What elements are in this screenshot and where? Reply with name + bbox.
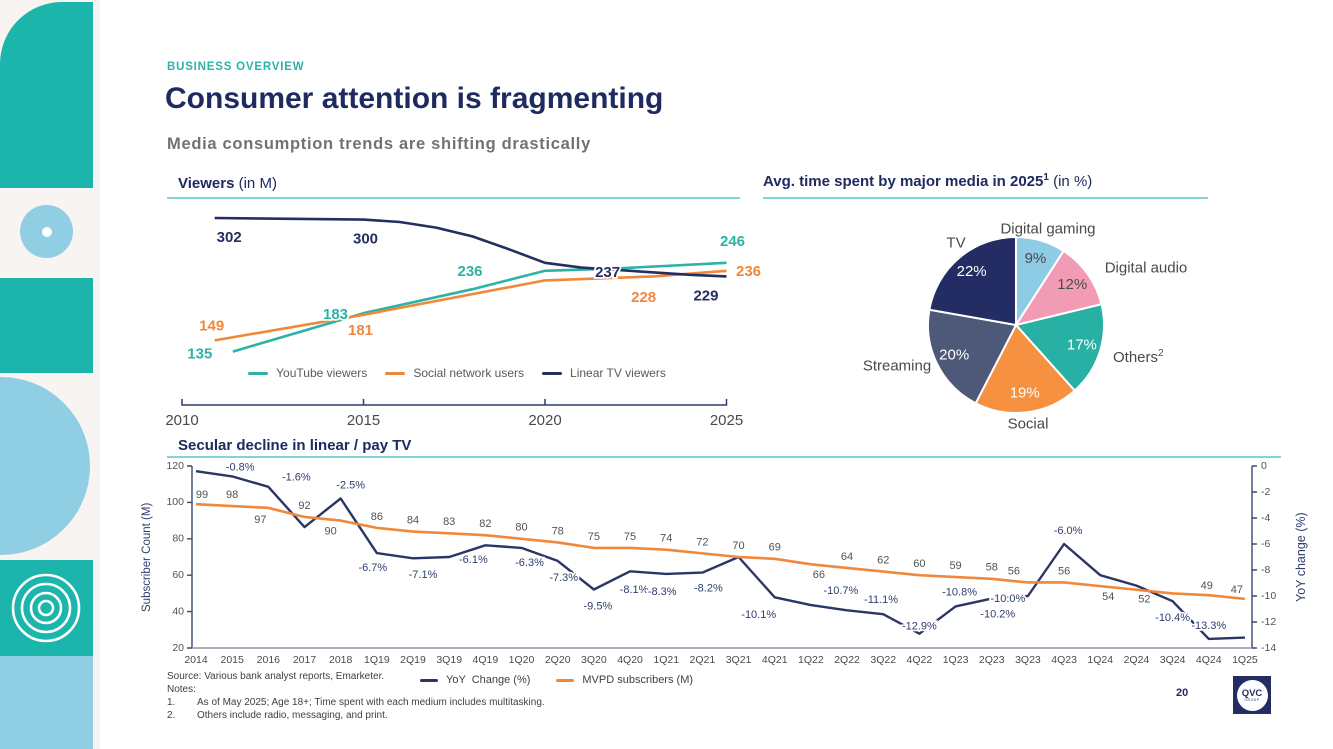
- svg-text:49: 49: [1200, 580, 1213, 593]
- svg-text:20%: 20%: [939, 346, 970, 364]
- social-legend-swatch: [385, 372, 405, 375]
- svg-text:2020: 2020: [528, 411, 562, 429]
- svg-text:-9.5%: -9.5%: [583, 600, 613, 613]
- legend-item-social: [385, 366, 524, 380]
- svg-text:1Q20: 1Q20: [508, 653, 535, 666]
- others-label-text: Others: [1113, 349, 1159, 366]
- qvc-logo-circle: [1237, 680, 1268, 711]
- svg-text:236: 236: [457, 262, 483, 280]
- svg-text:54: 54: [1102, 591, 1115, 604]
- svg-text:-8.3%: -8.3%: [647, 585, 677, 598]
- svg-text:-10.1%: -10.1%: [741, 609, 777, 622]
- notes-label: Notes:: [167, 684, 196, 695]
- svg-text:-8: -8: [1261, 563, 1271, 576]
- decline-chart-title: Secular decline in linear / pay TV: [178, 437, 412, 454]
- svg-text:20: 20: [172, 641, 184, 654]
- pie-label-tv: TV: [946, 234, 966, 252]
- svg-text:97: 97: [254, 513, 267, 526]
- svg-text:3Q19: 3Q19: [436, 653, 463, 666]
- social-legend-label: Social network users: [413, 366, 525, 380]
- svg-text:90: 90: [324, 525, 337, 538]
- svg-text:62: 62: [877, 554, 890, 567]
- decline-title-rule: [167, 456, 1281, 458]
- svg-text:100: 100: [166, 496, 184, 509]
- svg-text:2010: 2010: [165, 411, 199, 429]
- viewers-x-axis: [182, 399, 727, 405]
- svg-text:-2: -2: [1261, 485, 1271, 498]
- svg-text:56: 56: [1057, 565, 1071, 578]
- right-axis: [1252, 466, 1257, 648]
- svg-text:19%: 19%: [1009, 384, 1040, 402]
- svg-text:302: 302: [216, 228, 242, 246]
- svg-text:1Q21: 1Q21: [653, 653, 680, 666]
- sidebar-halfdisc-icon: [0, 377, 90, 555]
- svg-text:-7.3%: -7.3%: [549, 571, 579, 584]
- svg-text:-1.6%: -1.6%: [281, 471, 311, 484]
- svg-text:84: 84: [406, 514, 420, 527]
- svg-text:75: 75: [623, 530, 637, 543]
- footnote-2: [167, 709, 545, 722]
- youtube-legend-swatch: [248, 372, 268, 375]
- svg-text:-10.4%: -10.4%: [1155, 612, 1191, 625]
- footnote-2-text: Others include radio, messaging, and print.: [197, 710, 388, 721]
- svg-text:135: 135: [187, 345, 213, 363]
- svg-text:69: 69: [768, 541, 781, 554]
- svg-text:-11.1%: -11.1%: [864, 594, 899, 607]
- svg-text:-2.5%: -2.5%: [336, 479, 366, 492]
- svg-text:2Q24: 2Q24: [1123, 653, 1150, 666]
- svg-text:1Q19: 1Q19: [364, 653, 390, 666]
- svg-text:1Q22: 1Q22: [798, 653, 824, 666]
- media-time-pie-chart: [919, 228, 1119, 428]
- page-title: Consumer attention is fragmenting: [165, 82, 664, 115]
- svg-text:-10.7%: -10.7%: [823, 585, 859, 598]
- svg-text:-8.1%: -8.1%: [619, 584, 649, 597]
- svg-text:86: 86: [370, 510, 383, 523]
- svg-text:17%: 17%: [1066, 336, 1097, 354]
- svg-text:92: 92: [298, 499, 311, 512]
- mvpd-legend-swatch: [556, 679, 574, 682]
- page-number: 20: [1176, 687, 1189, 699]
- svg-text:246: 246: [719, 232, 746, 250]
- svg-text:75: 75: [587, 530, 600, 543]
- sidebar-teal-block: [0, 278, 93, 373]
- pie-title-bold: Avg. time spent by major media in 2025: [763, 173, 1044, 190]
- svg-text:2025: 2025: [709, 411, 744, 429]
- right-axis-title: YoY change (%): [1294, 512, 1308, 602]
- svg-text:4Q24: 4Q24: [1195, 653, 1222, 666]
- svg-text:-10.8%: -10.8%: [942, 586, 977, 599]
- svg-text:2Q23: 2Q23: [978, 653, 1005, 666]
- svg-text:3Q23: 3Q23: [1015, 653, 1041, 666]
- concentric-circles-icon: [0, 560, 93, 656]
- footnote-1-text: As of May 2025; Age 18+; Time spent with each medium includes multitasking.: [197, 697, 545, 708]
- svg-text:2014: 2014: [184, 653, 208, 666]
- svg-text:-10.0%: -10.0%: [990, 592, 1026, 605]
- sidebar-dot-circle-icon: [20, 205, 73, 258]
- svg-text:-12.9%: -12.9%: [901, 620, 937, 633]
- svg-text:12%: 12%: [1057, 275, 1088, 293]
- svg-text:-4: -4: [1261, 511, 1271, 524]
- mvpd-legend-label: MVPD subscribers (M): [582, 674, 694, 686]
- svg-text:4Q20: 4Q20: [617, 653, 643, 666]
- svg-text:2017: 2017: [292, 653, 317, 666]
- svg-text:66: 66: [812, 569, 826, 582]
- svg-text:3Q22: 3Q22: [870, 653, 897, 666]
- viewers-title-note: (in M): [234, 175, 277, 192]
- source-line: Source: Various bank analyst reports, Emarketer.: [167, 671, 385, 682]
- svg-text:-10.2%: -10.2%: [980, 608, 1016, 621]
- svg-text:228: 228: [631, 289, 657, 307]
- svg-text:-10: -10: [1261, 589, 1277, 602]
- youtube-legend-label: YouTube viewers: [276, 366, 368, 380]
- svg-text:2Q19: 2Q19: [400, 653, 426, 666]
- yoy-legend-label: YoY Change (%): [446, 674, 531, 686]
- svg-text:0: 0: [1261, 459, 1267, 472]
- svg-text:-0.8%: -0.8%: [225, 461, 255, 474]
- qvc-logo-subtext: GROUP: [1244, 697, 1260, 702]
- legend-item-youtube: [248, 366, 367, 380]
- pay-tv-decline-chart: [140, 460, 1305, 672]
- svg-text:1Q23: 1Q23: [942, 653, 969, 666]
- svg-text:-6.0%: -6.0%: [1053, 524, 1083, 537]
- svg-text:4Q21: 4Q21: [761, 653, 788, 666]
- viewers-title-bold: Viewers: [178, 175, 235, 192]
- legend-item-lineartv: [542, 366, 666, 380]
- svg-text:4Q22: 4Q22: [906, 653, 933, 666]
- pie-label-digital-audio: Digital audio: [1104, 259, 1188, 277]
- svg-text:4Q19: 4Q19: [472, 653, 499, 666]
- svg-text:2018: 2018: [329, 653, 353, 666]
- footnote-1-number: 1.: [167, 697, 176, 708]
- pie-label-social: Social: [1007, 415, 1049, 433]
- svg-text:64: 64: [840, 550, 854, 563]
- footer: [167, 670, 545, 722]
- pie-chart-title: [763, 172, 1092, 190]
- svg-text:-6.3%: -6.3%: [515, 556, 544, 569]
- svg-text:83: 83: [443, 516, 456, 529]
- others-footnote-marker: 2: [1158, 348, 1164, 359]
- svg-text:60: 60: [172, 568, 184, 581]
- svg-text:22%: 22%: [956, 263, 987, 281]
- svg-text:99: 99: [195, 489, 209, 502]
- viewers-legend: [167, 366, 747, 380]
- svg-text:300: 300: [352, 230, 379, 248]
- pie-title-rule: [763, 197, 1208, 199]
- lineartv-legend-swatch: [542, 372, 562, 375]
- svg-text:-13.3%: -13.3%: [1191, 619, 1227, 632]
- pie-slice: [929, 234, 1016, 325]
- svg-text:40: 40: [172, 605, 184, 618]
- svg-text:1Q24: 1Q24: [1087, 653, 1114, 666]
- pie-label-others: [1113, 348, 1164, 366]
- svg-text:2Q20: 2Q20: [544, 653, 571, 666]
- footnote-1: [167, 696, 545, 709]
- svg-text:2015: 2015: [346, 411, 381, 429]
- svg-text:70: 70: [732, 539, 745, 552]
- left-axis: [187, 466, 192, 648]
- legend-item-mvpd: [556, 674, 693, 686]
- svg-text:-6: -6: [1261, 537, 1271, 550]
- svg-text:-12: -12: [1261, 615, 1277, 628]
- sidebar-lightblue-block: [0, 656, 93, 749]
- svg-text:120: 120: [166, 459, 184, 472]
- svg-text:2Q21: 2Q21: [689, 653, 716, 666]
- svg-text:229: 229: [693, 287, 719, 305]
- pie-label-digital-gaming: Digital gaming: [1000, 220, 1096, 238]
- svg-text:181: 181: [347, 321, 374, 339]
- svg-text:-6.7%: -6.7%: [358, 562, 388, 575]
- svg-text:-6.1%: -6.1%: [458, 554, 488, 567]
- qvc-logo-text: QVC: [1241, 687, 1263, 699]
- svg-text:2015: 2015: [220, 653, 244, 666]
- svg-text:60: 60: [913, 558, 926, 571]
- svg-text:149: 149: [199, 317, 225, 335]
- svg-text:47: 47: [1230, 583, 1244, 596]
- pie-title-note: (in %): [1048, 173, 1093, 190]
- footnote-2-number: 2.: [167, 710, 176, 721]
- svg-text:-7.1%: -7.1%: [408, 569, 438, 582]
- pie-label-streaming: Streaming: [862, 357, 932, 375]
- sidebar-target-block: [0, 560, 93, 656]
- viewers-title-rule: [167, 197, 740, 199]
- svg-text:237: 237: [595, 263, 621, 281]
- viewers-chart-title: [178, 175, 277, 192]
- svg-text:59: 59: [949, 559, 962, 572]
- left-axis-title: Subscriber Count (M): [141, 502, 153, 612]
- svg-text:2016: 2016: [256, 653, 281, 666]
- section-eyebrow: BUSINESS OVERVIEW: [167, 61, 305, 73]
- svg-text:98: 98: [226, 488, 239, 501]
- svg-text:3Q20: 3Q20: [581, 653, 607, 666]
- lineartv-legend-label: Linear TV viewers: [570, 366, 666, 380]
- svg-text:-8.2%: -8.2%: [694, 582, 723, 595]
- svg-text:80: 80: [172, 532, 184, 545]
- svg-text:1Q25: 1Q25: [1232, 653, 1258, 666]
- svg-text:3Q21: 3Q21: [725, 653, 752, 666]
- viewers-line-chart: [167, 200, 767, 435]
- svg-text:183: 183: [322, 306, 349, 324]
- svg-text:74: 74: [660, 532, 673, 545]
- svg-text:2Q22: 2Q22: [834, 653, 860, 666]
- sidebar-decoration: [0, 0, 100, 749]
- sidebar-rounded-block-icon: [0, 2, 93, 188]
- page-subtitle: Media consumption trends are shifting drastically: [167, 135, 591, 153]
- svg-text:82: 82: [479, 518, 492, 531]
- svg-text:72: 72: [696, 536, 709, 549]
- svg-text:52: 52: [1138, 593, 1151, 606]
- qvc-group-logo: [1233, 676, 1271, 714]
- svg-text:236: 236: [735, 262, 762, 280]
- svg-text:58: 58: [985, 561, 998, 574]
- svg-text:78: 78: [551, 525, 564, 538]
- svg-text:80: 80: [515, 521, 528, 534]
- svg-text:9%: 9%: [1024, 249, 1047, 267]
- svg-text:-14: -14: [1261, 641, 1277, 654]
- svg-text:3Q24: 3Q24: [1159, 653, 1186, 666]
- svg-text:4Q23: 4Q23: [1051, 653, 1077, 666]
- pie-title-footnote-marker: 1: [1043, 172, 1049, 183]
- svg-text:56: 56: [1007, 565, 1021, 578]
